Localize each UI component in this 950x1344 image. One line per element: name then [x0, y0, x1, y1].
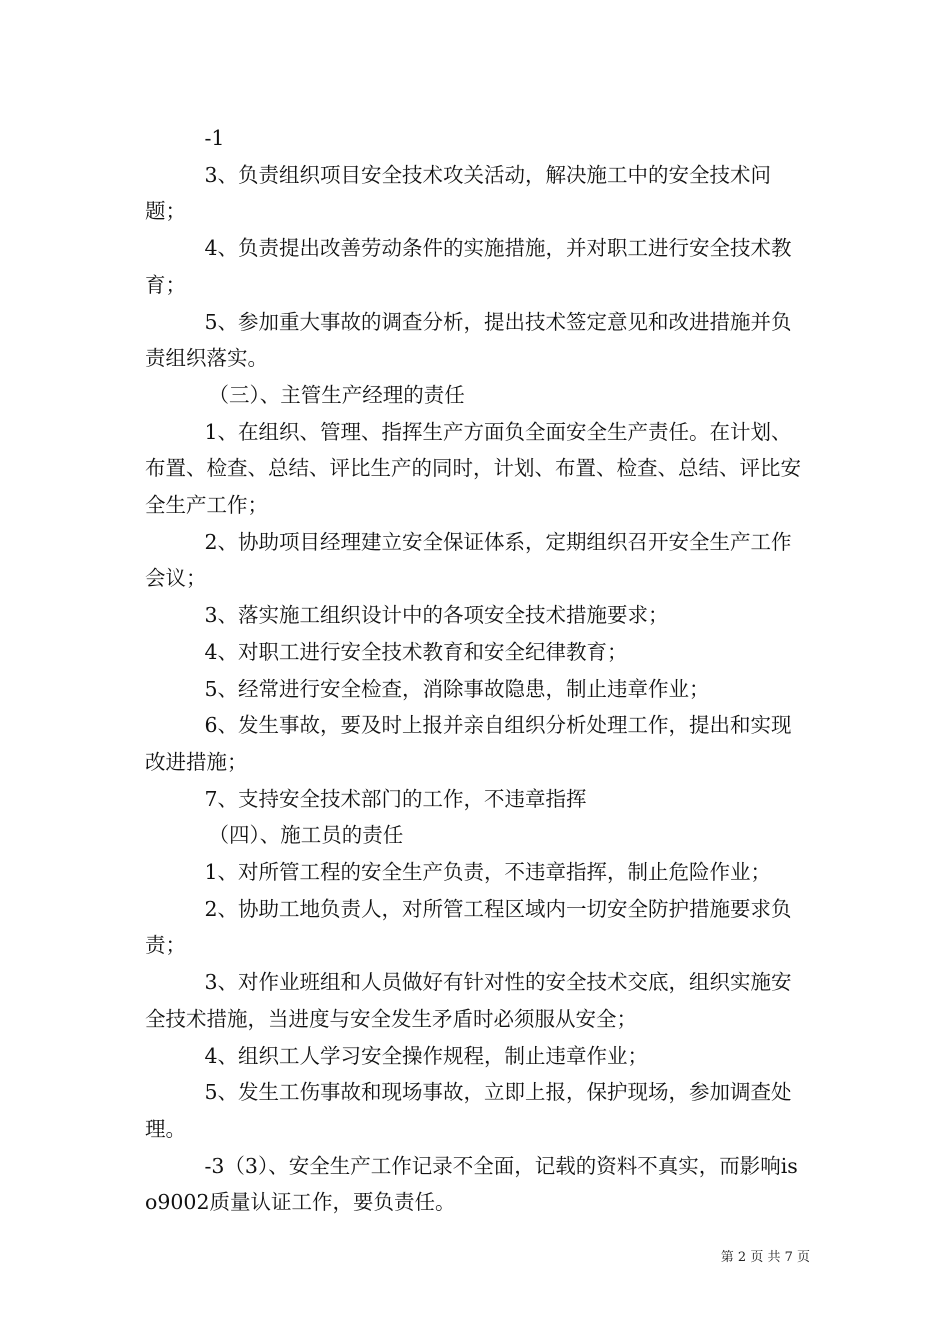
section-heading: （四）、施工员的责任: [208, 823, 404, 848]
paragraph: 3、落实施工组织设计中的各项安全技术措施要求；: [204, 603, 669, 628]
paragraph: 6、发生事故，要及时上报并亲自组织分析处理工作，提出和实现改进措施；: [145, 713, 792, 774]
paragraph: 4、负责提出改善劳动条件的实施措施，并对职工进行安全技术教育；: [145, 236, 792, 297]
paragraph: 5、经常进行安全检查，消除事故隐患，制止违章作业；: [204, 676, 710, 701]
paragraph: 1、在组织、管理、指挥生产方面负全面安全生产责任。在计划、布置、检查、总结、评比生产的同时，计划、布置、检查、总结、评比安全生产工作；: [145, 419, 801, 518]
paragraph: 7、支持安全技术部门的工作，不违章指挥: [204, 786, 587, 811]
paragraph: 5、发生工伤事故和现场事故，立即上报，保护现场，参加调查处理。: [145, 1080, 792, 1141]
paragraph: 5、参加重大事故的调查分析，提出技术签定意见和改进措施并负责组织落实。: [145, 309, 792, 371]
paragraph: 1、对所管工程的安全生产负责，不违章指挥，制止危险作业；: [204, 860, 771, 885]
section-heading: （三）、主管生产经理的责任: [208, 382, 465, 407]
page-number: 第 2 页 共 7 页: [720, 1250, 810, 1265]
paragraph: 4、对职工进行安全技术教育和安全纪律教育；: [204, 639, 628, 664]
paragraph: 4、组织工人学习安全操作规程，制止违章作业；: [204, 1043, 648, 1068]
paragraph: -3（3）、安全生产工作记录不全面，记载的资料不真实，而影响iso9002质量认证工作，要负责任。: [145, 1153, 798, 1215]
paragraph: 2、协助项目经理建立安全保证体系，定期组织召开安全生产工作会议；: [145, 529, 792, 591]
paragraph: 3、负责组织项目安全技术攻关活动，解决施工中的安全技术问题；: [145, 162, 771, 224]
document-body: [145, 120, 810, 1221]
paragraph: 3、对作业班组和人员做好有针对性的安全技术交底，组织实施安全技术措施，当进度与安全发生矛盾时必须服从安全；: [145, 970, 792, 1031]
paragraph: 2、协助工地负责人，对所管工程区域内一切安全防护措施要求负责；: [145, 896, 792, 958]
paragraph-page-marker: -1: [204, 126, 225, 150]
